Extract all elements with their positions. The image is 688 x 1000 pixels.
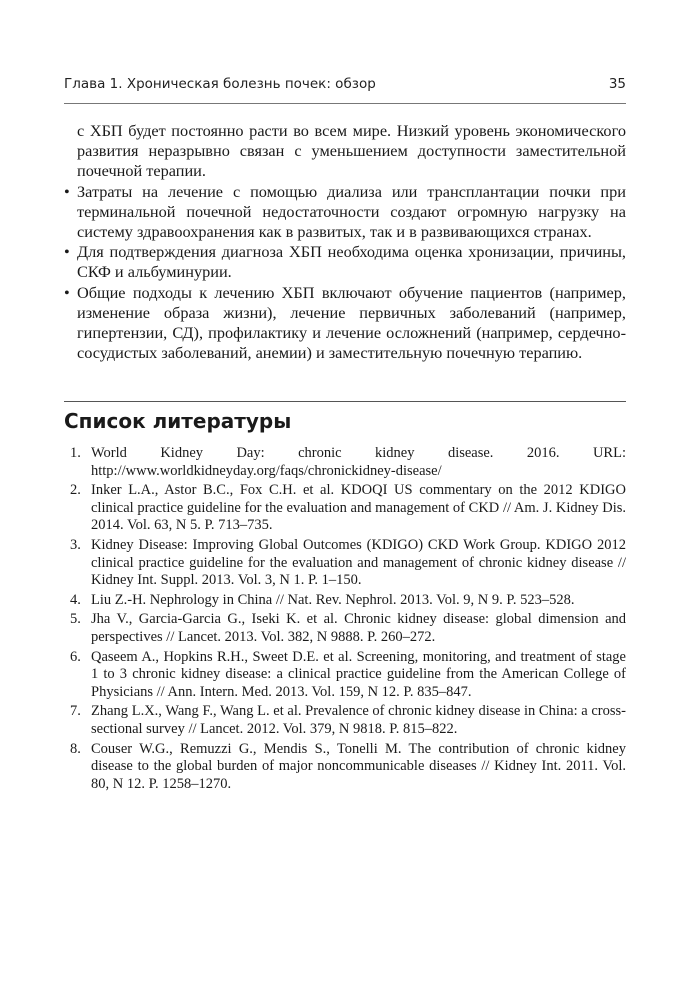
- reference-text: Couser W.G., Remuzzi G., Mendis S., Tonelli M. The contribution of chronic kidney disease to the global burden of major noncommunicable diseases // Kidney Int. 2011. Vol. 80, N 12. P. 1258–1270.: [91, 740, 626, 792]
- reference-text: Inker L.A., Astor B.C., Fox C.H. et al. KDOQI US commentary on the 2012 KDIGO clinical practice guideline for the evaluation and management of CKD // Am. J. Kidney Dis. 2014. Vol. 63, N 5. P. 713–735.: [91, 482, 626, 534]
- bullet-item: • Затраты на лечение с помощью диализа или трансплантации почки при терминальной почечной недостаточности создают огромную нагрузку на систему здравоохранения как в развитых, так и в развивающихся странах.: [64, 182, 626, 243]
- reference-number: 4.: [70, 591, 81, 608]
- continued-paragraph: с ХБП будет постоянно расти во всем мире. Низкий уровень экономического развития неразрывно связан с уменьшением доступности заместительной почечной терапии.: [77, 121, 626, 181]
- body-text: [64, 121, 626, 363]
- header-divider: [64, 103, 626, 104]
- bullet-item: • Для подтверждения диагноза ХБП необходима оценка хронизации, причины, СКФ и альбуминурии.: [64, 242, 626, 282]
- reference-number: 7.: [70, 703, 81, 720]
- bullet-item: • Общие подходы к лечению ХБП включают обучение пациентов (например, изменение образа жизни), лечение первичных заболеваний (например, гипертензии, СД), профилактику и лечение осложнений (например, сердечно-сосудистых заболеваний, анемии) и заместительную почечную терапию.: [64, 283, 626, 364]
- reference-list: [64, 445, 626, 795]
- reference-number: 8.: [70, 740, 81, 757]
- reference-number: 3.: [70, 536, 81, 553]
- reference-item: [64, 482, 626, 535]
- reference-number: 2.: [70, 482, 81, 499]
- reference-item: [64, 445, 626, 480]
- reference-number: 1.: [70, 445, 81, 461]
- running-head: [64, 76, 626, 92]
- section-divider: [64, 401, 626, 402]
- reference-text: Zhang L.X., Wang F., Wang L. et al. Prevalence of chronic kidney disease in China: a cross-sectional survey // Lancet. 2012. Vol. 379, N 9818. P. 815–822.: [91, 703, 626, 737]
- reference-text: World Kidney Day: chronic kidney disease. 2016. URL: http://www.worldkidneyday.org/faqs/chronickidney-disease/: [91, 445, 626, 479]
- reference-item: [64, 537, 626, 590]
- reference-item: [64, 649, 626, 702]
- reference-number: 5.: [70, 611, 81, 628]
- reference-item: [64, 703, 626, 738]
- reference-item: [64, 611, 626, 646]
- page-number: 35: [608, 76, 626, 92]
- reference-item: [64, 741, 626, 794]
- references-heading: Список литературы: [64, 409, 292, 433]
- reference-number: 6.: [70, 648, 81, 665]
- reference-text: Jha V., Garcia-Garcia G., Iseki K. et al. Chronic kidney disease: global dimension and perspectives // Lancet. 2013. Vol. 382, N 9888. P. 260–272.: [91, 611, 626, 645]
- chapter-title: Глава 1. Хроническая болезнь почек: обзор: [64, 76, 376, 92]
- reference-item: [64, 592, 626, 610]
- reference-text: Kidney Disease: Improving Global Outcomes (KDIGO) CKD Work Group. KDIGO 2012 clinical practice guideline for the evaluation and management of chronic kidney disease // Kidney Int. Suppl. 2013. Vol. 3, N 1. P. 1–150.: [91, 536, 626, 589]
- reference-text: Liu Z.-H. Nephrology in China // Nat. Rev. Nephrol. 2013. Vol. 9, N 9. P. 523–528.: [91, 591, 575, 608]
- bullet-list: [64, 182, 626, 364]
- reference-text: Qaseem A., Hopkins R.H., Sweet D.E. et al. Screening, monitoring, and treatment of stage 1 to 3 chronic kidney disease: a clinical practice guideline from the American College of Physicians // Ann. Intern. Med. 2013. Vol. 159, N 12. P. 835–847.: [91, 648, 626, 700]
